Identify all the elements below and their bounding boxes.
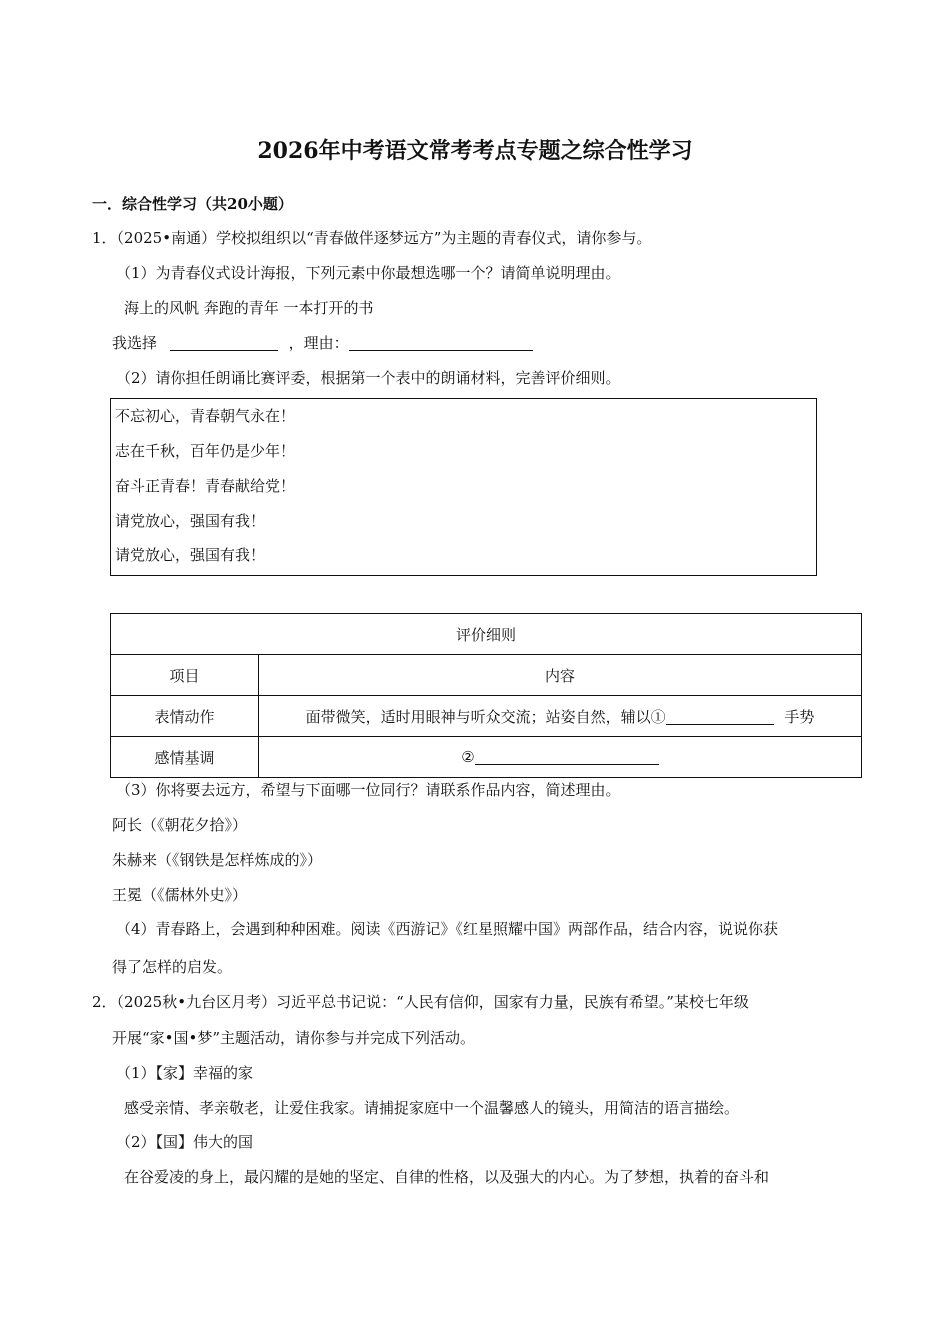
- row-expression-content: [259, 696, 862, 737]
- evaluation-table: [110, 613, 862, 778]
- choice-blank[interactable]: [170, 334, 278, 351]
- question-1-stem: 1．（2025•南通）学校拟组织以“青春做伴逐梦远方”为主题的青春仪式，请你参与。: [92, 229, 652, 247]
- tone-blank[interactable]: [475, 748, 659, 765]
- question-1-part-1: （1）为青春仪式设计海报，下列元素中你最想选哪一个？请简单说明理由。: [116, 264, 621, 282]
- page-title: 2026年中考语文常考考点专题之综合性学习: [257, 138, 693, 164]
- choice-line: [112, 332, 533, 353]
- row-tone-content: [259, 737, 862, 778]
- poem-line: 请党放心，强国有我！: [115, 546, 266, 564]
- recitation-material-box: [110, 398, 817, 576]
- poem-line: 志在千秋，百年仍是少年！: [115, 442, 296, 460]
- question-2-part-1: （1）【家】幸福的家: [116, 1064, 254, 1082]
- poem-line: 奋斗正青春！青春献给党！: [115, 477, 296, 495]
- question-1-part-3: （3）你将要去远方，希望与下面哪一位同行？请联系作品内容，简述理由。: [116, 781, 621, 799]
- question-2-part-2-text: 在谷爱凌的身上，最闪耀的是她的坚定、自律的性格，以及强大的内心。为了梦想，执着的奋斗和: [124, 1168, 770, 1186]
- question-1-part-2: （2）请你担任朗诵比赛评委，根据第一个表中的朗诵材料，完善评价细则。: [116, 369, 621, 387]
- header-item: 项目: [111, 655, 259, 696]
- row-expression-suffix: 手势: [784, 707, 815, 726]
- table-caption: 评价细则: [111, 614, 862, 655]
- question-2-part-1-text: 感受亲情、孝亲敬老，让爱住我家。请捕捉家庭中一个温馨感人的镜头，用简洁的语言描绘。: [124, 1099, 740, 1117]
- question-1-part-4: （4）青春路上，会遇到种种困难。阅读《西游记》《红星照耀中国》两部作品，结合内容，说说你获: [116, 920, 779, 938]
- poem-line: 不忘初心，青春朝气永在！: [115, 407, 296, 425]
- question-2-stem: 2．（2025秋•九台区月考）习近平总书记说：“人民有信仰，国家有力量，民族有希望。”某校七年级: [92, 993, 749, 1011]
- question-2-part-2: （2）【国】伟大的国: [116, 1133, 254, 1151]
- reason-label: ，理由：: [288, 334, 349, 352]
- person-option: 朱赫来（《钢铁是怎样炼成的》）: [112, 851, 323, 869]
- section-heading: 一．综合性学习（共20小题）: [92, 195, 293, 213]
- poem-line: 请党放心，强国有我！: [115, 512, 266, 530]
- person-option: 王冕（《儒林外史》）: [112, 886, 248, 904]
- row-expression-text: 面带微笑，适时用眼神与听众交流；站姿自然，辅以①: [305, 707, 666, 726]
- gesture-blank[interactable]: [666, 708, 774, 725]
- person-option: 阿长（《朝花夕拾》）: [112, 816, 248, 834]
- reason-blank[interactable]: [349, 334, 533, 351]
- choose-label: 我选择: [112, 334, 158, 352]
- poster-options: 海上的风帆 奔跑的青年 一本打开的书: [124, 299, 374, 317]
- header-content: 内容: [259, 655, 862, 696]
- row-tone-item: 感情基调: [111, 737, 259, 778]
- question-1-part-4-cont: 得了怎样的启发。: [112, 958, 233, 976]
- row-tone-marker: ②: [461, 748, 475, 766]
- question-2-stem-cont: 开展“家•国•梦”主题活动，请你参与并完成下列活动。: [112, 1029, 476, 1047]
- row-expression-item: 表情动作: [111, 696, 259, 737]
